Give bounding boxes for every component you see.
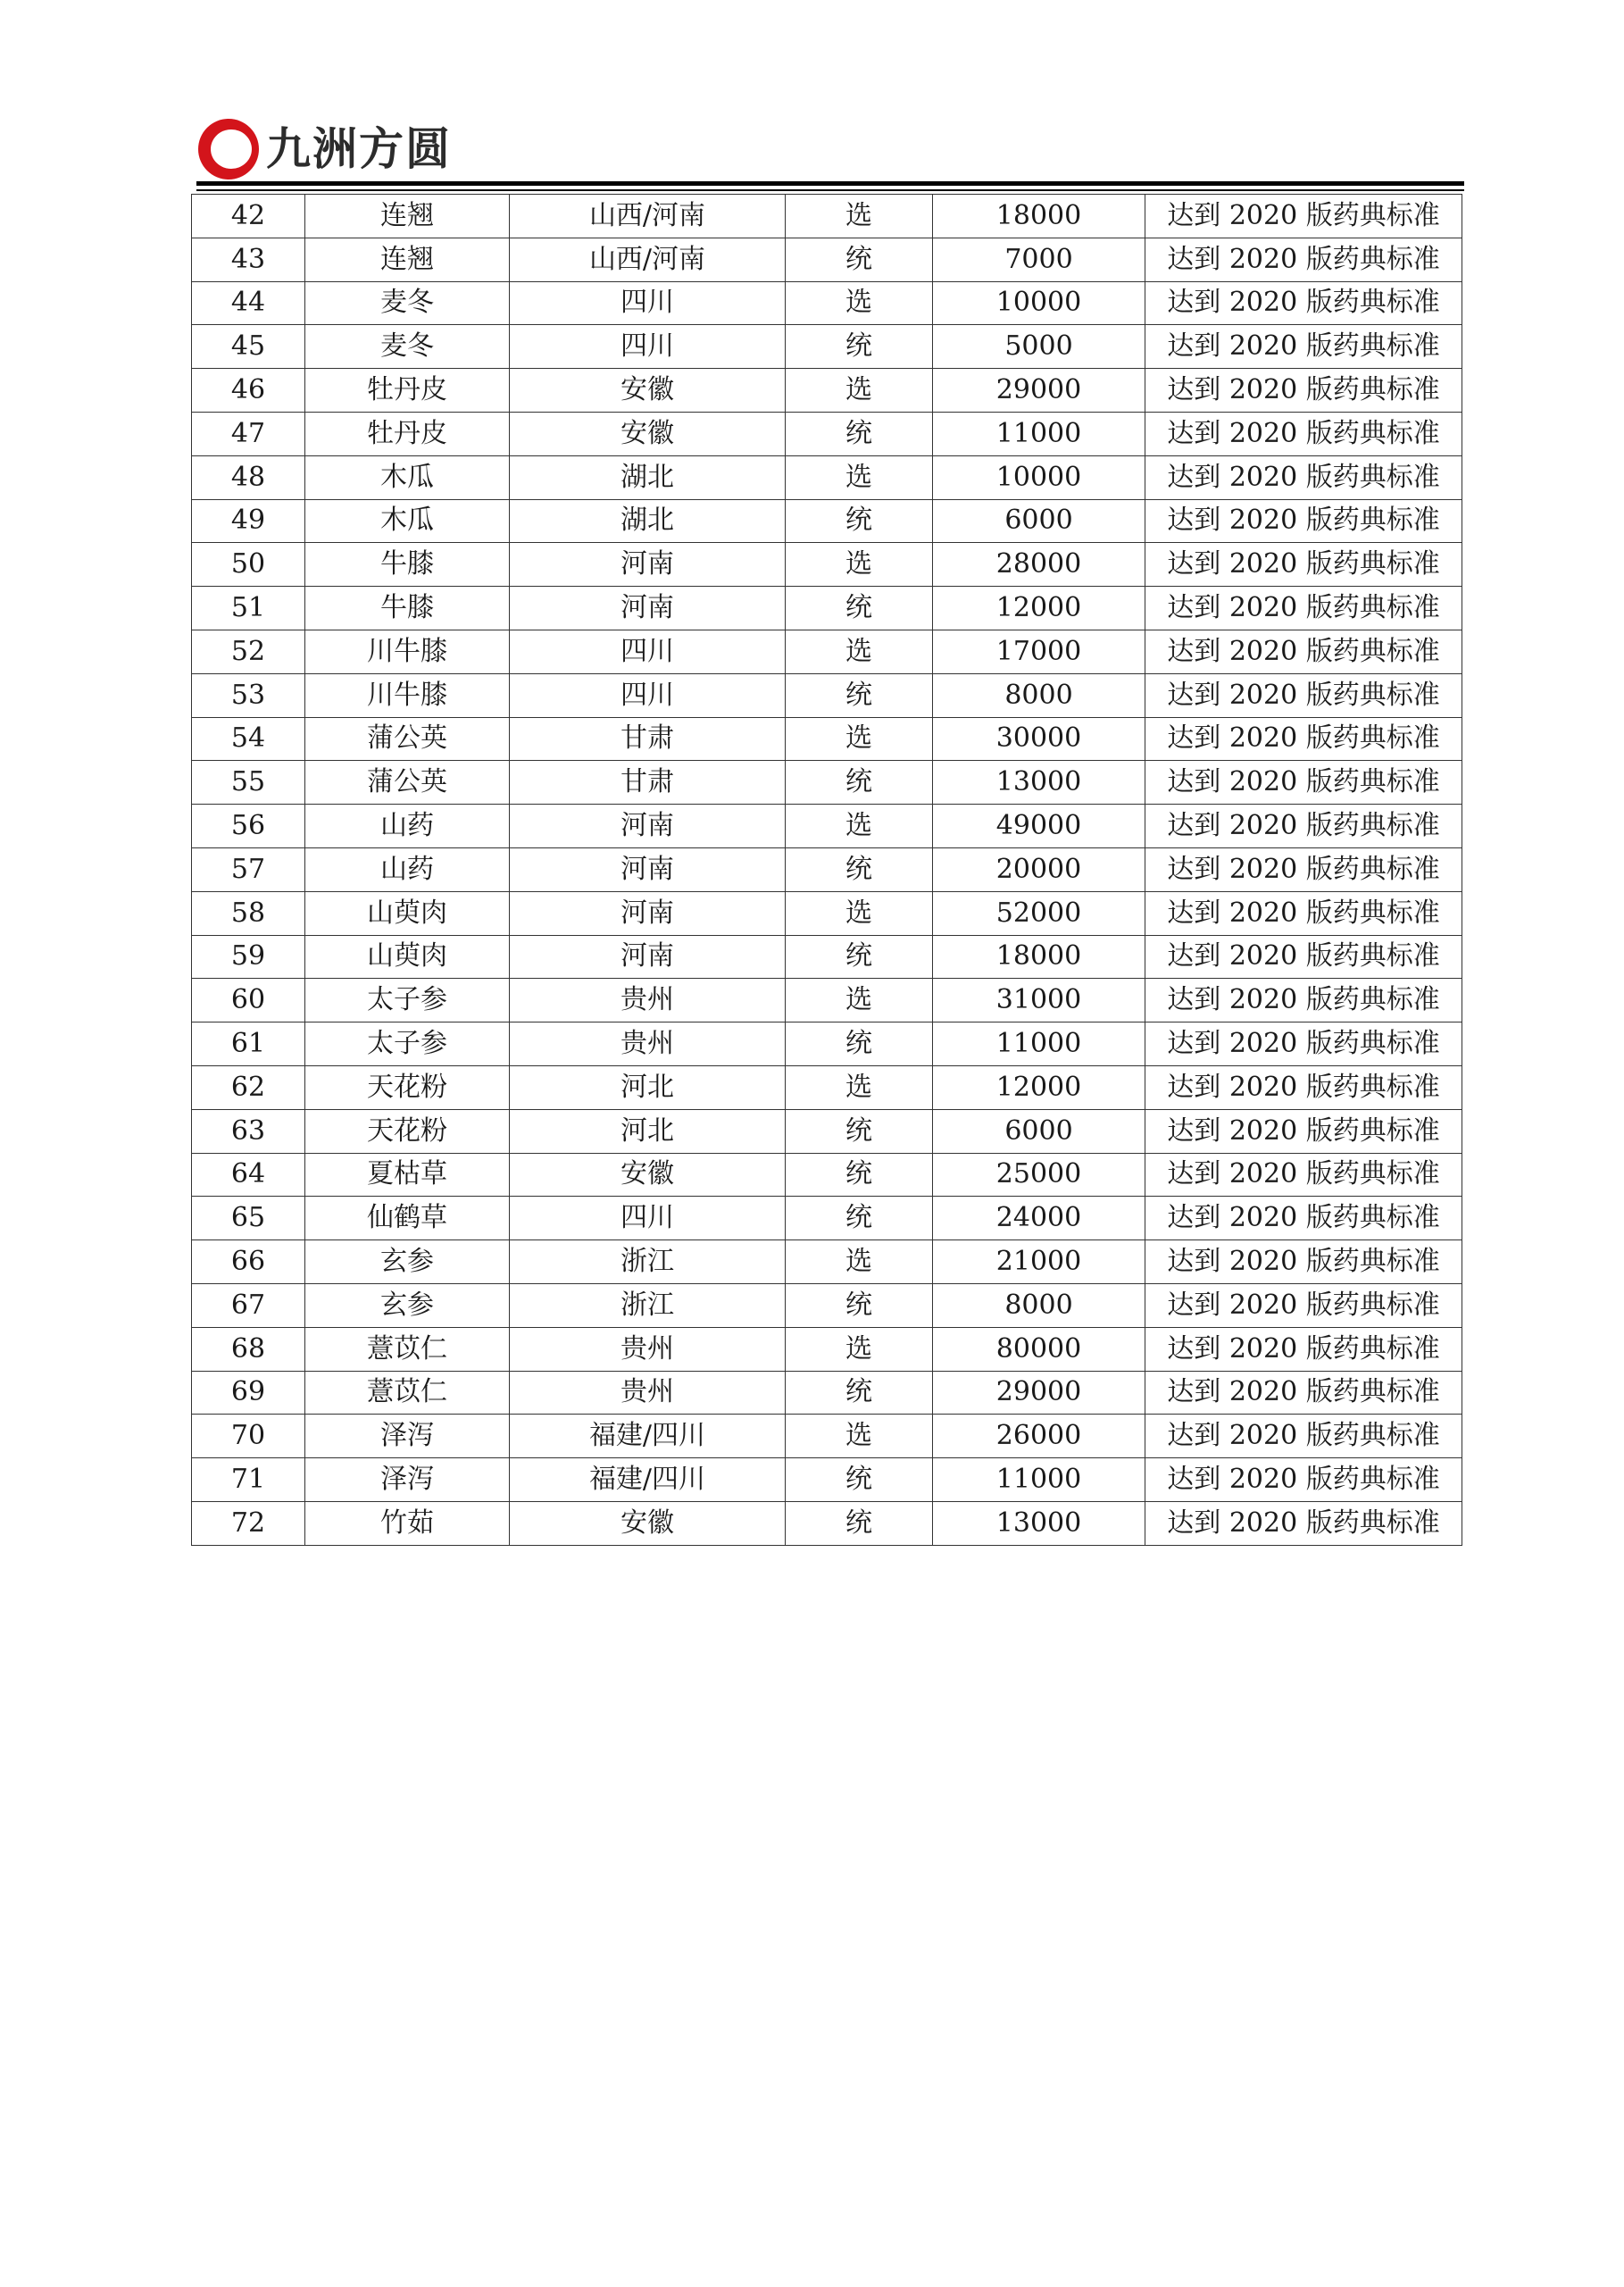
grade-cell: 选 <box>786 281 933 325</box>
herb-spec-table <box>191 194 1462 1546</box>
grade-cell: 统 <box>786 1197 933 1240</box>
quantity-cell: 31000 <box>933 979 1145 1022</box>
row-number-cell: 55 <box>192 761 305 805</box>
standard-cell: 达到 2020 版药典标准 <box>1145 979 1462 1022</box>
herb-name-cell: 天花粉 <box>305 1065 510 1109</box>
origin-cell: 安徽 <box>510 412 786 455</box>
standard-cell: 达到 2020 版药典标准 <box>1145 587 1462 630</box>
standard-cell: 达到 2020 版药典标准 <box>1145 238 1462 281</box>
grade-cell: 统 <box>786 1109 933 1153</box>
origin-cell: 安徽 <box>510 1501 786 1545</box>
grade-cell: 选 <box>786 543 933 587</box>
standard-cell: 达到 2020 版药典标准 <box>1145 325 1462 369</box>
row-number-cell: 52 <box>192 630 305 673</box>
herb-name-cell: 泽泻 <box>305 1458 510 1502</box>
row-number-cell: 54 <box>192 717 305 761</box>
row-number-cell: 58 <box>192 891 305 935</box>
herb-name-cell: 天花粉 <box>305 1109 510 1153</box>
row-number-cell: 46 <box>192 369 305 413</box>
origin-cell: 福建/四川 <box>510 1415 786 1458</box>
herb-name-cell: 山药 <box>305 847 510 891</box>
grade-cell: 统 <box>786 238 933 281</box>
origin-cell: 河南 <box>510 587 786 630</box>
table-row <box>192 369 1462 413</box>
standard-cell: 达到 2020 版药典标准 <box>1145 369 1462 413</box>
herb-name-cell: 蒲公英 <box>305 761 510 805</box>
grade-cell: 统 <box>786 499 933 543</box>
origin-cell: 河南 <box>510 805 786 848</box>
standard-cell: 达到 2020 版药典标准 <box>1145 195 1462 238</box>
quantity-cell: 11000 <box>933 412 1145 455</box>
quantity-cell: 17000 <box>933 630 1145 673</box>
origin-cell: 安徽 <box>510 369 786 413</box>
quantity-cell: 12000 <box>933 1065 1145 1109</box>
standard-cell: 达到 2020 版药典标准 <box>1145 455 1462 499</box>
quantity-cell: 20000 <box>933 847 1145 891</box>
quantity-cell: 8000 <box>933 673 1145 717</box>
table-row <box>192 1065 1462 1109</box>
herb-name-cell: 连翘 <box>305 195 510 238</box>
origin-cell: 山西/河南 <box>510 195 786 238</box>
grade-cell: 选 <box>786 195 933 238</box>
herb-name-cell: 太子参 <box>305 979 510 1022</box>
table-row <box>192 1283 1462 1327</box>
logo-text: 九洲方圆 <box>266 123 452 175</box>
origin-cell: 山西/河南 <box>510 238 786 281</box>
herb-name-cell: 牛膝 <box>305 543 510 587</box>
row-number-cell: 60 <box>192 979 305 1022</box>
origin-cell: 四川 <box>510 281 786 325</box>
table-row <box>192 1458 1462 1502</box>
origin-cell: 河南 <box>510 935 786 979</box>
table-row <box>192 281 1462 325</box>
herb-name-cell: 薏苡仁 <box>305 1327 510 1371</box>
standard-cell: 达到 2020 版药典标准 <box>1145 1371 1462 1415</box>
row-number-cell: 69 <box>192 1371 305 1415</box>
table-row <box>192 238 1462 281</box>
table-body <box>192 195 1462 1546</box>
header-divider-thick <box>196 181 1464 186</box>
row-number-cell: 68 <box>192 1327 305 1371</box>
grade-cell: 统 <box>786 1501 933 1545</box>
herb-name-cell: 太子参 <box>305 1022 510 1066</box>
herb-name-cell: 麦冬 <box>305 281 510 325</box>
row-number-cell: 53 <box>192 673 305 717</box>
herb-name-cell: 川牛膝 <box>305 630 510 673</box>
origin-cell: 甘肃 <box>510 717 786 761</box>
standard-cell: 达到 2020 版药典标准 <box>1145 935 1462 979</box>
grade-cell: 选 <box>786 717 933 761</box>
quantity-cell: 29000 <box>933 1371 1145 1415</box>
origin-cell: 河南 <box>510 543 786 587</box>
origin-cell: 河南 <box>510 847 786 891</box>
row-number-cell: 62 <box>192 1065 305 1109</box>
grade-cell: 选 <box>786 805 933 848</box>
herb-name-cell: 竹茹 <box>305 1501 510 1545</box>
grade-cell: 统 <box>786 1283 933 1327</box>
table-row <box>192 1109 1462 1153</box>
table-row <box>192 1501 1462 1545</box>
standard-cell: 达到 2020 版药典标准 <box>1145 1283 1462 1327</box>
row-number-cell: 67 <box>192 1283 305 1327</box>
origin-cell: 湖北 <box>510 499 786 543</box>
table-row <box>192 195 1462 238</box>
herb-name-cell: 薏苡仁 <box>305 1371 510 1415</box>
standard-cell: 达到 2020 版药典标准 <box>1145 281 1462 325</box>
grade-cell: 统 <box>786 1371 933 1415</box>
standard-cell: 达到 2020 版药典标准 <box>1145 805 1462 848</box>
quantity-cell: 49000 <box>933 805 1145 848</box>
logo-circle-icon <box>196 117 261 181</box>
quantity-cell: 7000 <box>933 238 1145 281</box>
table-row <box>192 325 1462 369</box>
origin-cell: 贵州 <box>510 1371 786 1415</box>
row-number-cell: 72 <box>192 1501 305 1545</box>
grade-cell: 统 <box>786 673 933 717</box>
origin-cell: 浙江 <box>510 1283 786 1327</box>
herb-name-cell: 玄参 <box>305 1240 510 1284</box>
quantity-cell: 8000 <box>933 1283 1145 1327</box>
table-row <box>192 717 1462 761</box>
row-number-cell: 70 <box>192 1415 305 1458</box>
quantity-cell: 28000 <box>933 543 1145 587</box>
origin-cell: 贵州 <box>510 979 786 1022</box>
table-row <box>192 673 1462 717</box>
quantity-cell: 26000 <box>933 1415 1145 1458</box>
origin-cell: 福建/四川 <box>510 1458 786 1502</box>
grade-cell: 统 <box>786 1153 933 1197</box>
standard-cell: 达到 2020 版药典标准 <box>1145 1240 1462 1284</box>
standard-cell: 达到 2020 版药典标准 <box>1145 1501 1462 1545</box>
quantity-cell: 5000 <box>933 325 1145 369</box>
origin-cell: 河北 <box>510 1109 786 1153</box>
quantity-cell: 52000 <box>933 891 1145 935</box>
grade-cell: 选 <box>786 1415 933 1458</box>
grade-cell: 统 <box>786 1458 933 1502</box>
row-number-cell: 49 <box>192 499 305 543</box>
origin-cell: 四川 <box>510 1197 786 1240</box>
herb-name-cell: 蒲公英 <box>305 717 510 761</box>
origin-cell: 贵州 <box>510 1327 786 1371</box>
row-number-cell: 56 <box>192 805 305 848</box>
grade-cell: 统 <box>786 412 933 455</box>
herb-name-cell: 连翘 <box>305 238 510 281</box>
grade-cell: 统 <box>786 1022 933 1066</box>
standard-cell: 达到 2020 版药典标准 <box>1145 543 1462 587</box>
row-number-cell: 45 <box>192 325 305 369</box>
table-row <box>192 805 1462 848</box>
grade-cell: 统 <box>786 761 933 805</box>
row-number-cell: 61 <box>192 1022 305 1066</box>
herb-name-cell: 山萸肉 <box>305 891 510 935</box>
quantity-cell: 10000 <box>933 455 1145 499</box>
grade-cell: 统 <box>786 587 933 630</box>
herb-name-cell: 夏枯草 <box>305 1153 510 1197</box>
table-row <box>192 499 1462 543</box>
grade-cell: 选 <box>786 630 933 673</box>
herb-name-cell: 牡丹皮 <box>305 369 510 413</box>
grade-cell: 选 <box>786 1240 933 1284</box>
standard-cell: 达到 2020 版药典标准 <box>1145 1415 1462 1458</box>
row-number-cell: 64 <box>192 1153 305 1197</box>
origin-cell: 安徽 <box>510 1153 786 1197</box>
standard-cell: 达到 2020 版药典标准 <box>1145 1109 1462 1153</box>
table-row <box>192 761 1462 805</box>
standard-cell: 达到 2020 版药典标准 <box>1145 1153 1462 1197</box>
row-number-cell: 42 <box>192 195 305 238</box>
origin-cell: 河北 <box>510 1065 786 1109</box>
quantity-cell: 30000 <box>933 717 1145 761</box>
herb-name-cell: 木瓜 <box>305 455 510 499</box>
origin-cell: 四川 <box>510 673 786 717</box>
quantity-cell: 24000 <box>933 1197 1145 1240</box>
quantity-cell: 18000 <box>933 195 1145 238</box>
row-number-cell: 48 <box>192 455 305 499</box>
quantity-cell: 25000 <box>933 1153 1145 1197</box>
table-row <box>192 1240 1462 1284</box>
page-header <box>196 114 1464 184</box>
grade-cell: 选 <box>786 891 933 935</box>
table-row <box>192 935 1462 979</box>
table-row <box>192 455 1462 499</box>
standard-cell: 达到 2020 版药典标准 <box>1145 717 1462 761</box>
grade-cell: 统 <box>786 325 933 369</box>
origin-cell: 湖北 <box>510 455 786 499</box>
row-number-cell: 44 <box>192 281 305 325</box>
standard-cell: 达到 2020 版药典标准 <box>1145 1327 1462 1371</box>
header-divider-thin <box>196 189 1464 191</box>
standard-cell: 达到 2020 版药典标准 <box>1145 630 1462 673</box>
table-row <box>192 412 1462 455</box>
standard-cell: 达到 2020 版药典标准 <box>1145 1065 1462 1109</box>
standard-cell: 达到 2020 版药典标准 <box>1145 1458 1462 1502</box>
origin-cell: 贵州 <box>510 1022 786 1066</box>
herb-name-cell: 川牛膝 <box>305 673 510 717</box>
row-number-cell: 43 <box>192 238 305 281</box>
standard-cell: 达到 2020 版药典标准 <box>1145 499 1462 543</box>
herb-name-cell: 泽泻 <box>305 1415 510 1458</box>
origin-cell: 浙江 <box>510 1240 786 1284</box>
standard-cell: 达到 2020 版药典标准 <box>1145 761 1462 805</box>
herb-name-cell: 牛膝 <box>305 587 510 630</box>
quantity-cell: 6000 <box>933 499 1145 543</box>
quantity-cell: 6000 <box>933 1109 1145 1153</box>
quantity-cell: 13000 <box>933 761 1145 805</box>
row-number-cell: 50 <box>192 543 305 587</box>
grade-cell: 选 <box>786 1327 933 1371</box>
standard-cell: 达到 2020 版药典标准 <box>1145 1022 1462 1066</box>
origin-cell: 四川 <box>510 630 786 673</box>
standard-cell: 达到 2020 版药典标准 <box>1145 673 1462 717</box>
origin-cell: 甘肃 <box>510 761 786 805</box>
table-row <box>192 543 1462 587</box>
table-row <box>192 847 1462 891</box>
grade-cell: 统 <box>786 847 933 891</box>
quantity-cell: 13000 <box>933 1501 1145 1545</box>
table-row <box>192 1022 1462 1066</box>
row-number-cell: 63 <box>192 1109 305 1153</box>
table-row <box>192 1327 1462 1371</box>
standard-cell: 达到 2020 版药典标准 <box>1145 847 1462 891</box>
quantity-cell: 80000 <box>933 1327 1145 1371</box>
table-row <box>192 891 1462 935</box>
herb-name-cell: 木瓜 <box>305 499 510 543</box>
grade-cell: 选 <box>786 369 933 413</box>
quantity-cell: 10000 <box>933 281 1145 325</box>
herb-name-cell: 麦冬 <box>305 325 510 369</box>
herb-name-cell: 山药 <box>305 805 510 848</box>
quantity-cell: 11000 <box>933 1458 1145 1502</box>
table-row <box>192 1371 1462 1415</box>
table-row <box>192 1197 1462 1240</box>
row-number-cell: 51 <box>192 587 305 630</box>
grade-cell: 选 <box>786 1065 933 1109</box>
company-logo <box>196 114 452 184</box>
row-number-cell: 57 <box>192 847 305 891</box>
quantity-cell: 11000 <box>933 1022 1145 1066</box>
quantity-cell: 18000 <box>933 935 1145 979</box>
quantity-cell: 29000 <box>933 369 1145 413</box>
table-row <box>192 630 1462 673</box>
row-number-cell: 71 <box>192 1458 305 1502</box>
row-number-cell: 59 <box>192 935 305 979</box>
quantity-cell: 12000 <box>933 587 1145 630</box>
herb-name-cell: 仙鹤草 <box>305 1197 510 1240</box>
standard-cell: 达到 2020 版药典标准 <box>1145 891 1462 935</box>
herb-name-cell: 玄参 <box>305 1283 510 1327</box>
row-number-cell: 47 <box>192 412 305 455</box>
herb-name-cell: 牡丹皮 <box>305 412 510 455</box>
table-row <box>192 979 1462 1022</box>
grade-cell: 统 <box>786 935 933 979</box>
quantity-cell: 21000 <box>933 1240 1145 1284</box>
standard-cell: 达到 2020 版药典标准 <box>1145 412 1462 455</box>
grade-cell: 选 <box>786 979 933 1022</box>
herb-name-cell: 山萸肉 <box>305 935 510 979</box>
origin-cell: 河南 <box>510 891 786 935</box>
grade-cell: 选 <box>786 455 933 499</box>
row-number-cell: 65 <box>192 1197 305 1240</box>
origin-cell: 四川 <box>510 325 786 369</box>
standard-cell: 达到 2020 版药典标准 <box>1145 1197 1462 1240</box>
table-row <box>192 587 1462 630</box>
table-row <box>192 1415 1462 1458</box>
table-row <box>192 1153 1462 1197</box>
row-number-cell: 66 <box>192 1240 305 1284</box>
